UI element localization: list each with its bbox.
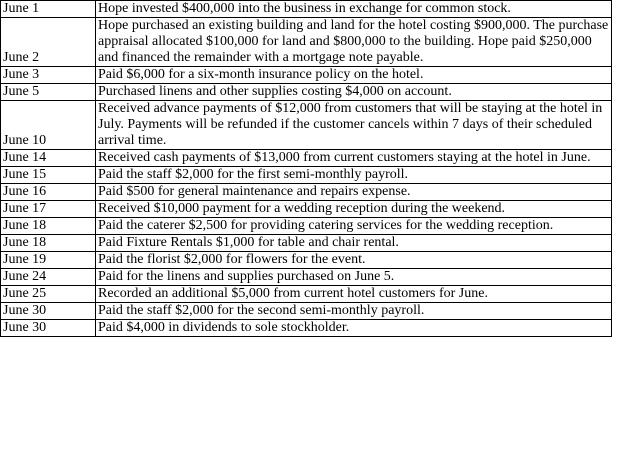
transaction-date: June 18 — [1, 218, 96, 235]
transaction-description: Paid for the linens and supplies purchased on June 5. — [96, 269, 612, 286]
table-row — [1, 269, 612, 286]
transaction-date: June 19 — [1, 252, 96, 269]
table-row — [1, 18, 612, 67]
transaction-description: Paid the staff $2,000 for the second semi-monthly payroll. — [96, 303, 612, 320]
transaction-description: Paid the staff $2,000 for the first semi-monthly payroll. — [96, 167, 612, 184]
table-row — [1, 320, 612, 337]
transaction-description: Purchased linens and other supplies costing $4,000 on account. — [96, 84, 612, 101]
transaction-date: June 30 — [1, 320, 96, 337]
transaction-description: Recorded an additional $5,000 from current hotel customers for June. — [96, 286, 612, 303]
table-row — [1, 252, 612, 269]
transaction-date: June 3 — [1, 67, 96, 84]
transaction-date: June 1 — [1, 1, 96, 18]
table-row — [1, 167, 612, 184]
table-row — [1, 1, 612, 18]
transaction-description: Paid $4,000 in dividends to sole stockholder. — [96, 320, 612, 337]
transaction-date: June 15 — [1, 167, 96, 184]
transaction-date: June 16 — [1, 184, 96, 201]
transaction-description: Hope purchased an existing building and land for the hotel costing $900,000. The purchase appraisal allocated $100,000 for land and $800,000 to the building. Hope paid $250,000 and financed the remainder with a mortgage note payable. — [96, 18, 612, 67]
table-row — [1, 101, 612, 150]
table-row — [1, 67, 612, 84]
transaction-date: June 24 — [1, 269, 96, 286]
transaction-date: June 10 — [1, 101, 96, 150]
table-row — [1, 184, 612, 201]
transaction-description: Hope invested $400,000 into the business in exchange for common stock. — [96, 1, 612, 18]
table-row — [1, 150, 612, 167]
transaction-description: Received cash payments of $13,000 from current customers staying at the hotel in June. — [96, 150, 612, 167]
transaction-date: June 17 — [1, 201, 96, 218]
transaction-description: Received $10,000 payment for a wedding reception during the weekend. — [96, 201, 612, 218]
transaction-date: June 30 — [1, 303, 96, 320]
transaction-description: Paid the florist $2,000 for flowers for the event. — [96, 252, 612, 269]
table-row — [1, 218, 612, 235]
table-row — [1, 286, 612, 303]
table-row — [1, 84, 612, 101]
transaction-description: Paid Fixture Rentals $1,000 for table and chair rental. — [96, 235, 612, 252]
transaction-date: June 2 — [1, 18, 96, 67]
table-row — [1, 303, 612, 320]
transaction-date: June 5 — [1, 84, 96, 101]
table-row — [1, 235, 612, 252]
transaction-description: Received advance payments of $12,000 from customers that will be staying at the hotel in July. Payments will be refunded if the customer cancels within 7 days of their scheduled arrival time. — [96, 101, 612, 150]
table-row — [1, 201, 612, 218]
transaction-date: June 25 — [1, 286, 96, 303]
transaction-description: Paid $500 for general maintenance and repairs expense. — [96, 184, 612, 201]
transaction-description: Paid the caterer $2,500 for providing catering services for the wedding reception. — [96, 218, 612, 235]
transaction-description: Paid $6,000 for a six-month insurance policy on the hotel. — [96, 67, 612, 84]
transaction-date: June 14 — [1, 150, 96, 167]
transaction-date: June 18 — [1, 235, 96, 252]
